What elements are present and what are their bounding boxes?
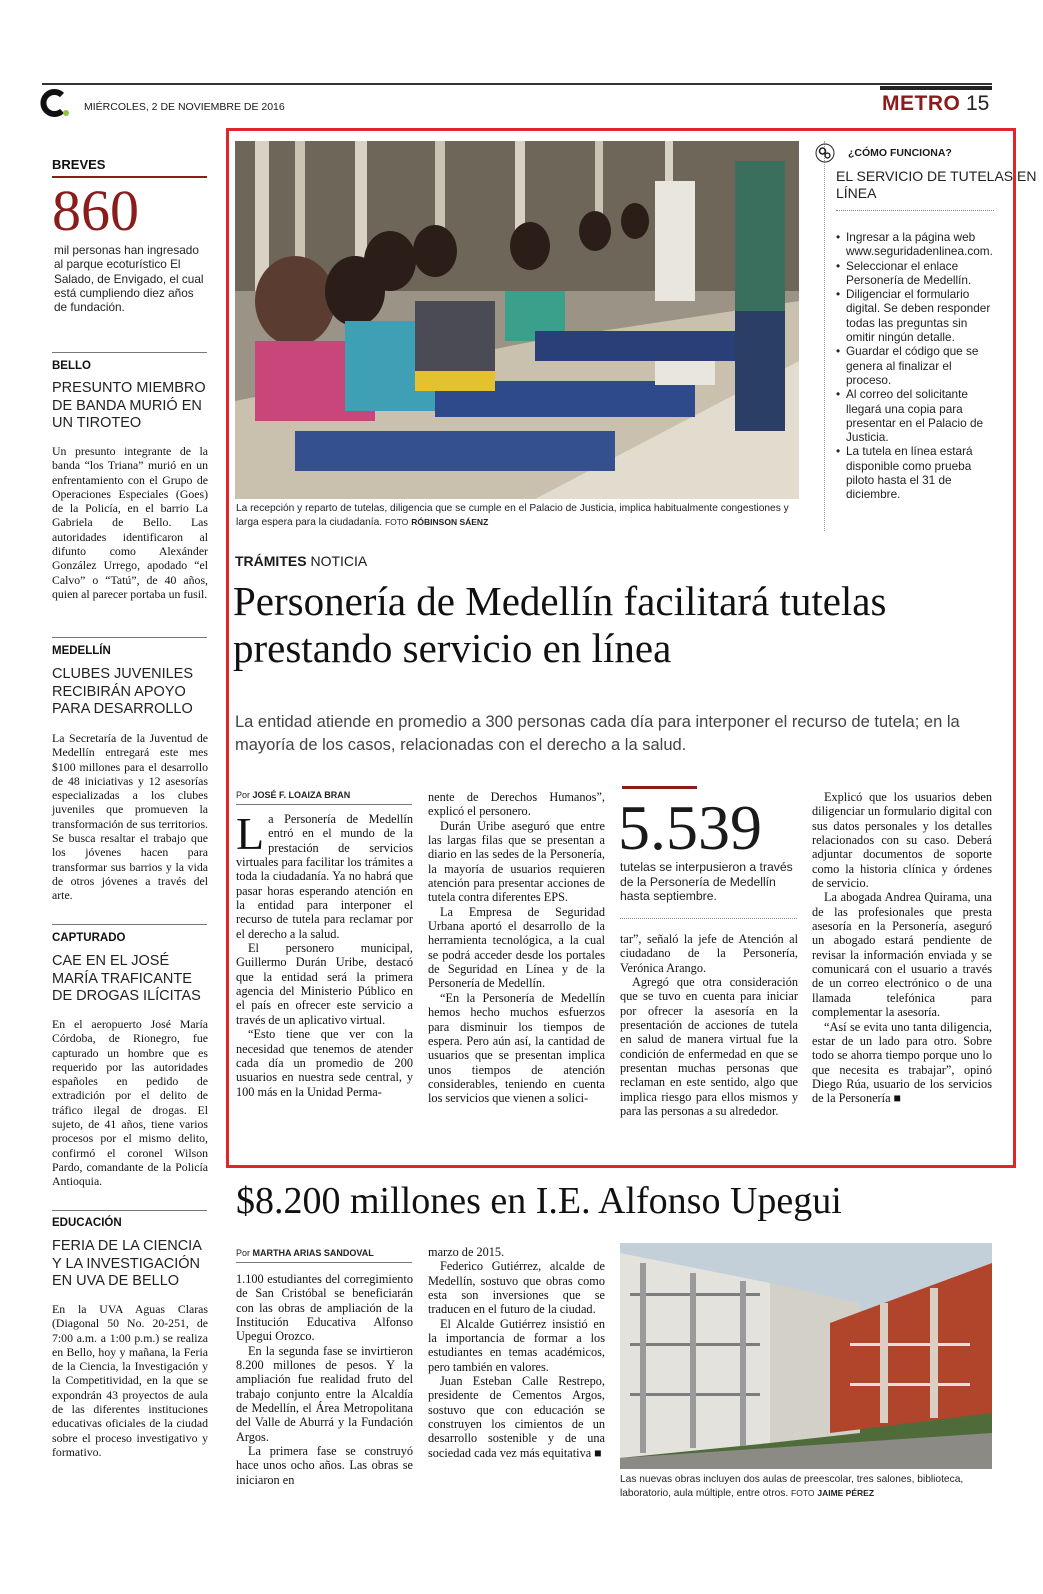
drop-cap: L: [236, 808, 265, 859]
article-column-1: [236, 1272, 413, 1487]
brief-place: CAPTURADO: [52, 932, 126, 944]
issue-date: MIÉRCOLES, 2 DE NOVIEMBRE DE 2016: [84, 101, 285, 113]
stat-rule: [622, 786, 697, 789]
photo-credit: RÓBINSON SÁENZ: [411, 516, 489, 527]
page-number: 15: [966, 92, 990, 115]
brief-title: FERIA DE LA CIENCIA Y LA INVESTIGACIÓN EN UVA DE BELLO: [52, 1238, 202, 1289]
article-paragraph: nente de Derechos Humanos”, explicó el personero.: [428, 790, 605, 819]
header-rule: [42, 83, 992, 85]
brief-place: BELLO: [52, 360, 91, 372]
article-subhead: La entidad atiende en promedio a 300 personas cada día para interponer el recurso de tutela; en la mayoría de los casos, relacionadas con el derecho a la salud.: [235, 713, 960, 754]
brief-divider: [52, 352, 207, 353]
stat-divider: [620, 918, 797, 919]
step-item: • Seleccionar el enlace Personería de Medellín.: [836, 259, 994, 288]
brief-divider: [52, 637, 207, 638]
article-paragraph: La Empresa de Seguridad Urbana aportó el desarrollo de la herramienta tecnológica, a la cual se podrá acceder desde los portales de Seguridad en Línea y de la Personería de Medellín.: [428, 904, 605, 991]
article-headline: Personería de Medellín facilitará tutelas prestando servicio en línea: [233, 578, 887, 671]
article-paragraph: El personero municipal, Guillermo Durán Uribe, destacó que la entidad será la primera agencia del Ministerio Público en el país en ofrecer este servicio a través de un aplicativo virtual.: [236, 941, 413, 1027]
photo-credit-label: FOTO: [791, 1487, 815, 1498]
article-column-2: [428, 1245, 605, 1460]
waiting-line-photo: [235, 141, 799, 499]
stat-text: tutelas se interpusieron a través de la Personería de Medellín hasta septiembre.: [620, 860, 793, 903]
brief-body: En la UVA Aguas Claras (Diagonal 50 No. 20-251, de 7:00 a.m. a 1:00 p.m.) se realiza en Bello, hoy y mañana, la Feria de la Ciencia, la Investigación y la Competitividad, en la que se expondrán 43 proyectos de aula de las diferentes instituciones educativas oficiales de la ciudad sobre el proceso investigativo y formativo.: [52, 1302, 208, 1459]
article-paragraph: “Esto tiene que ver con la necesidad que tenemos de atender cada día un promedio de 200 usuarios en nuestra sede central, y 100 más en la Unidad Perma-: [236, 1027, 413, 1099]
kicker-topic: TRÁMITES: [235, 553, 307, 569]
byline-prefix: Por: [236, 790, 251, 800]
kicker-type: NOTICIA: [310, 553, 368, 569]
article-paragraph: En la segunda fase se invirtieron 8.200 millones de pesos. Y la ampliación fue realidad fruto del trabajo conjunto entre la Alcaldía de Medellín, el Área Metropolitana del Valle de Aburrá y la Fundación Argos.: [236, 1343, 413, 1444]
byline-prefix: Por: [236, 1248, 251, 1258]
school-building-photo: [620, 1243, 992, 1469]
sidebar-title: EL SERVICIO DE TUTELAS EN LÍNEA: [836, 168, 1037, 201]
newspaper-logo-icon: [40, 88, 70, 118]
brief-divider: [52, 1210, 207, 1211]
photo-caption-text: La recepción y reparto de tutelas, diligencia que se cumple en el Palacio de Justicia, implica habitualmente congestiones y larga espera para la ciudadanía.: [236, 503, 789, 528]
brief-place: MEDELLÍN: [52, 645, 111, 657]
article-column-3: [620, 932, 798, 1118]
byline-rule: [236, 1262, 412, 1263]
byline-author: JOSÉ F. LOAIZA BRAN: [252, 790, 351, 800]
photo-caption: [236, 502, 796, 529]
photo-credit: JAIME PÉREZ: [817, 1487, 875, 1498]
article-paragraph: “En la Personería de Medellín hemos hecho muchos esfuerzos para disminuir los tiempos de espera. Pero aún así, la cantidad de usuarios que se presentan implica unos tiempos de atención considerables, teniendo en cuenta los servicios que vienen a solici-: [428, 990, 605, 1106]
article-paragraph: La primera fase se construyó hace unos ocho años. Las obras se iniciaron en: [236, 1444, 413, 1487]
article-paragraph: La abogada Andrea Quirama, una de las profesionales que presta asesoría en la Personería, aseguró un abogado estará pendiente de revisar la información enviada y se comunicará con el usuario a través de un correo electrónico o de una llamada telefónica para complementar la asesoría.: [812, 890, 992, 1020]
photo-credit-label: FOTO: [384, 516, 409, 527]
briefs-label: BREVES: [52, 157, 106, 172]
brief-body: Un presunto integrante de la banda “los Triana” murió en un enfrentamiento con el Grupo de Operaciones Especiales (Goes) de la Policía, en el barrio La Gabriela de Bello. Las autoridades identificaron al difunto como Alexánder González Urrego, apodado “el Calvo” o “Tatú”, de 40 años, quien al parecer portaba un fusil.: [52, 444, 208, 601]
brief-place: EDUCACIÓN: [52, 1217, 122, 1229]
paragraph-text: a Personería de Medellín entró en el mundo de la prestación de servicios virtuales para facilitar los trámites a toda la ciudadanía. Ya no habrá que pasar horas esperando atención en la entidad para interponer el recurso de tutela para reclamar por el derecho a la salud.: [236, 812, 413, 941]
stat-number: 5.539: [618, 792, 762, 863]
article-paragraph: 1.100 estudiantes del corregimiento de San Cristóbal se beneficiarán con las obras de ampliación de la Institución Educativa Alfonso Upegui Orozco.: [236, 1272, 413, 1344]
sidebar-label: ¿CÓMO FUNCIONA?: [848, 147, 952, 159]
article-paragraph: Explicó que los usuarios deben diligenciar un formulario digital con sus datos personales y los detalles relacionados con su caso. Deberá adjuntar documentos de soporte como la historia clínica y órdenes de servicio.: [812, 790, 992, 891]
brief-title: PRESUNTO MIEMBRO DE BANDA MURIÓ EN UN TIROTEO: [52, 380, 206, 431]
article-paragraph: “Así se evita uno tanta diligencia, estar de un lado para otro. Sobre todo se ahorra tiempo porque uno lo que necesita es trabajar”, opinó Diego Rúa, usuario de los servicios de la Personería ■: [812, 1019, 992, 1106]
school-building-illustration: [620, 1243, 992, 1469]
step-item: • La tutela en línea estará disponible como prueba piloto hasta el 31 de diciembre.: [836, 444, 994, 501]
photo-caption-text: Las nuevas obras incluyen dos aulas de preescolar, tres salones, biblioteca, laboratorio, aula múltiple, entre otros.: [620, 1474, 964, 1499]
article-column-1: [236, 808, 413, 1099]
article-paragraph: tar”, señaló la jefe de Atención al ciudadano de la Personería, Verónica Arango.: [620, 932, 798, 975]
article-paragraph: Agregó que otra consideración que se tuvo en cuenta para iniciar por ofrecer la asesoría en la presentación de acciones de tutela en salud de manera virtual fue la condición de enfermedad en que se presentan muchas personas que reclaman en este sentido, algo que implica riesgo para ellos mismos y para las personas a su alrededor.: [620, 975, 798, 1119]
waiting-line-illustration: [235, 141, 799, 499]
article-headline: $8.200 millones en I.E. Alfonso Upegui: [236, 1180, 842, 1222]
article-paragraph: Federico Gutiérrez, alcalde de Medellín, sostuvo que obras como esta son inversiones que se traducen en el futuro de la ciudad.: [428, 1259, 605, 1317]
briefs-stat-text: mil personas han ingresado al parque ecoturístico El Salado, de Envigado, el cual está cumpliendo diez años de fundación.: [54, 243, 204, 315]
brief-title: CLUBES JUVENILES RECIBIRÁN APOYO PARA DESARROLLO: [52, 666, 194, 717]
article-byline: [236, 790, 350, 800]
steps-list: [836, 230, 994, 502]
article-paragraph: marzo de 2015.: [428, 1245, 505, 1259]
section-rule: [880, 86, 992, 90]
article-byline: [236, 1248, 374, 1258]
article-column-4: [812, 790, 992, 1106]
brief-body: La Secretaría de la Juventud de Medellín entregará este mes $100 millones para el desarrollo de 48 iniciativas y 12 asesorías especializadas a los clubes juveniles que promueven la transformación de sus territorios. Se busca resaltar el trabajo que los jóvenes hacen para transformar sus barrios y la vida de otros jóvenes a través del arte.: [52, 731, 208, 903]
photo-caption: [620, 1473, 992, 1500]
article-paragraph: [236, 808, 413, 941]
article-paragraph: Juan Esteban Calle Restrepo, presidente de Cementos Argos, sostuvo que con educación se construyen los cimientos de un desarrollo sostenible y de una sociedad cada vez más equitativa ■: [428, 1374, 605, 1460]
sidebar-title-rule: [836, 210, 994, 211]
brief-body: En el aeropuerto José María Córdoba, de Rionegro, fue capturado un hombre que es requerido por las autoridades españoles en pedido de extradición por el delito de tráfico ilegal de drogas. El sujeto, de 41 años, tiene varios procesos por el mismo delito, confirmó el coronel Wilson Pardo, comandante de la Policía Antioquia.: [52, 1017, 208, 1189]
article-paragraph: Durán Uribe aseguró que entre las largas filas que se presentan a diario en las sedes de la Personería, la mayoría de usuarios requieren atención para presentar acciones de tutela contra diferentes EPS.: [428, 818, 605, 905]
byline-author: MARTHA ARIAS SANDOVAL: [252, 1248, 374, 1258]
section-name: METRO: [882, 92, 961, 115]
step-item: • Diligenciar el formulario digital. Se deben responder todas las preguntas sin omitir ningún detalle.: [836, 287, 994, 344]
article-kicker: [235, 553, 367, 569]
article-paragraph: El Alcalde Gutiérrez insistió en la importancia de formar a los estudiantes en temas académicos, pero también en valores.: [428, 1316, 605, 1374]
step-item: • Guardar el código que se genera al finalizar el proceso.: [836, 344, 994, 387]
step-item: • Ingresar a la página web www.seguridadenlinea.com.: [836, 230, 994, 259]
article-column-2: [428, 790, 605, 1106]
sidebar-divider: [824, 141, 825, 531]
step-item: • Al correo del solicitante llegará una copia para presentar en el Palacio de Justicia.: [836, 387, 994, 444]
briefs-stat-number: 860: [52, 178, 139, 243]
gears-icon: [815, 143, 835, 163]
brief-divider: [52, 924, 207, 925]
brief-title: CAE EN EL JOSÉ MARÍA TRAFICANTE DE DROGAS ILÍCITAS: [52, 953, 201, 1004]
byline-rule: [236, 804, 412, 805]
